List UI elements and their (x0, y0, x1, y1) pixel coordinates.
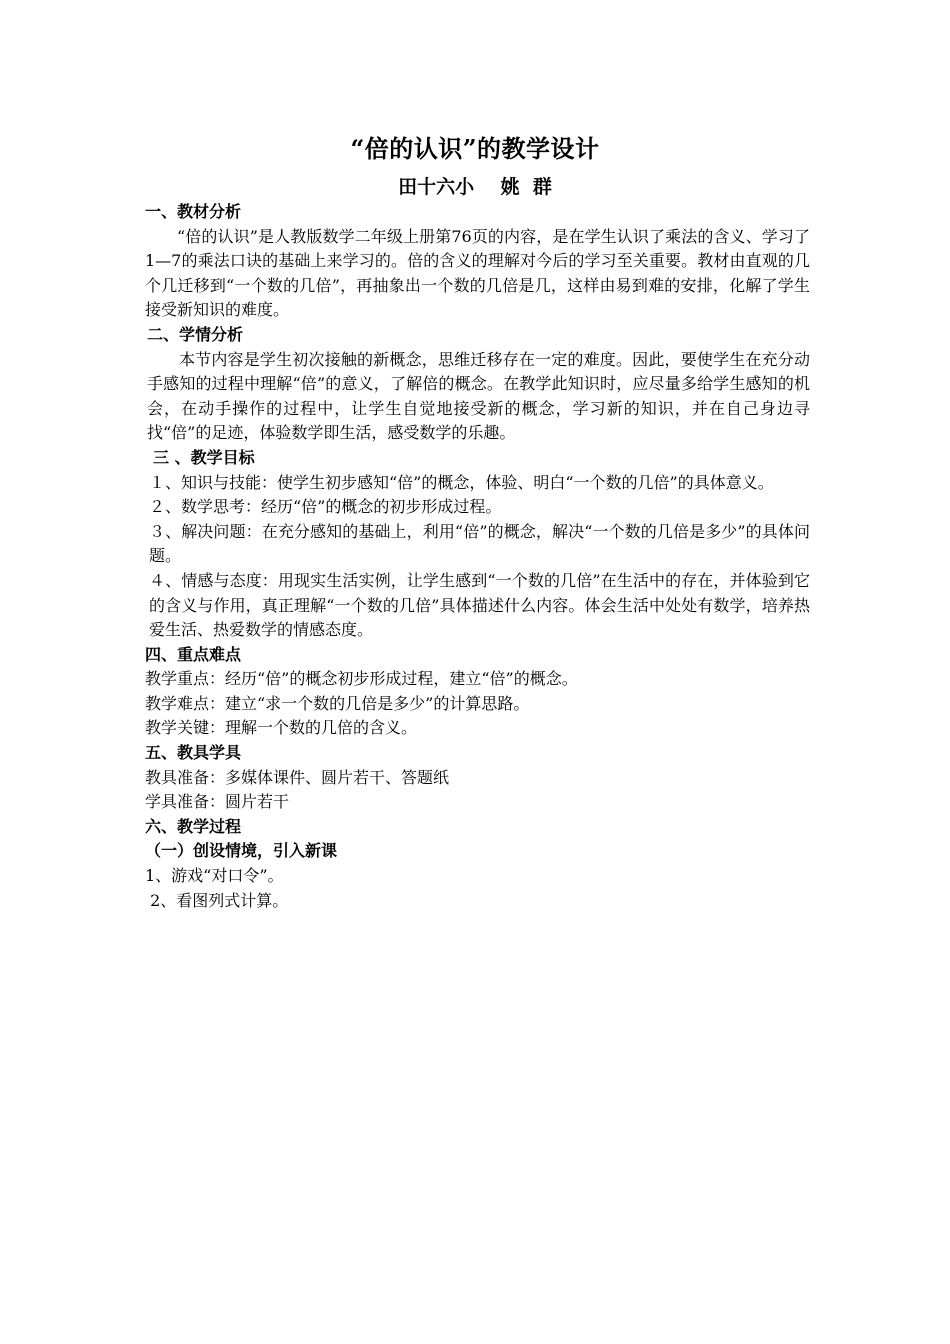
section-1-paragraph: “倍的认识”是人教版数学二年级上册第76页的内容，是在学生认识了乘法的含义、学习了1—7的乘法口诀的基础上来学习的。倍的含义的理解对今后的学习至关重要。教材由直观的几个几迁移到“一个数的几倍”，再抽象出一个数的几倍是几，这样由易到难的安排，化解了学生接受新知识的难度。 (145, 226, 810, 320)
section-heading-1: 一、教材分析 (145, 202, 242, 221)
process-subheading: （一）创设情境，引入新课 (145, 841, 338, 861)
section-heading-6: 六、教学过程 (145, 816, 242, 836)
objective-1: １、知识与技能：使学生初步感知“倍”的概念，体验、明白“一个数的几倍”的具体意义。 (149, 472, 774, 492)
teaching-aids: 教具准备：多媒体课件、圆片若干、答题纸 (145, 767, 450, 787)
learning-aids: 学具准备：圆片若干 (145, 792, 290, 812)
document-body (145, 200, 810, 913)
section-heading-2: 二、学情分析 (147, 324, 244, 344)
objective-4: ４、情感与态度：用现实生活实例，让学生感到“一个数的几倍”在生活中的存在，并体验到它的含义与作用，真正理解“一个数的几倍”具体描述什么内容。体会生活中处处有数学，培养热爱生活、热爱数学的情感态度。 (149, 570, 810, 640)
section-heading-5: 五、教具学具 (145, 743, 242, 763)
section-2-paragraph: 本节内容是学生初次接触的新概念，思维迁移存在一定的难度。因此，要使学生在充分动手感知的过程中理解“倍”的意义，了解倍的概念。在教学此知识时，应尽量多给学生感知的机会，在动手操作的过程中，让学生自觉地接受新的概念，学习新的知识，并在自己身边寻找“倍”的足迹，体验数学即生活，感受数学的乐趣。 (147, 349, 810, 443)
process-step-2: 2、看图列式计算。 (145, 890, 289, 910)
document-title: “倍的认识”的教学设计 (350, 134, 600, 163)
key-point: 教学重点：经历“倍”的概念初步形成过程，建立“倍”的概念。 (145, 669, 578, 689)
objective-3: ３、解决问题：在充分感知的基础上，利用“倍”的概念，解决“一个数的几倍是多少”的具体问题。 (149, 521, 810, 566)
process-step-1: 1、游戏“对口令”。 (145, 866, 284, 886)
objective-2: ２、数学思考：经历“倍”的概念的初步形成过程。 (149, 497, 502, 517)
document-author: 田十六小 姚 群 (398, 176, 552, 198)
section-heading-3: 三 、教学目标 (153, 447, 255, 467)
section-heading-4: 四、重点难点 (145, 644, 242, 664)
difficult-point: 教学难点：建立“求一个数的几倍是多少”的计算思路。 (145, 693, 530, 713)
key-link: 教学关键：理解一个数的几倍的含义。 (145, 718, 418, 738)
